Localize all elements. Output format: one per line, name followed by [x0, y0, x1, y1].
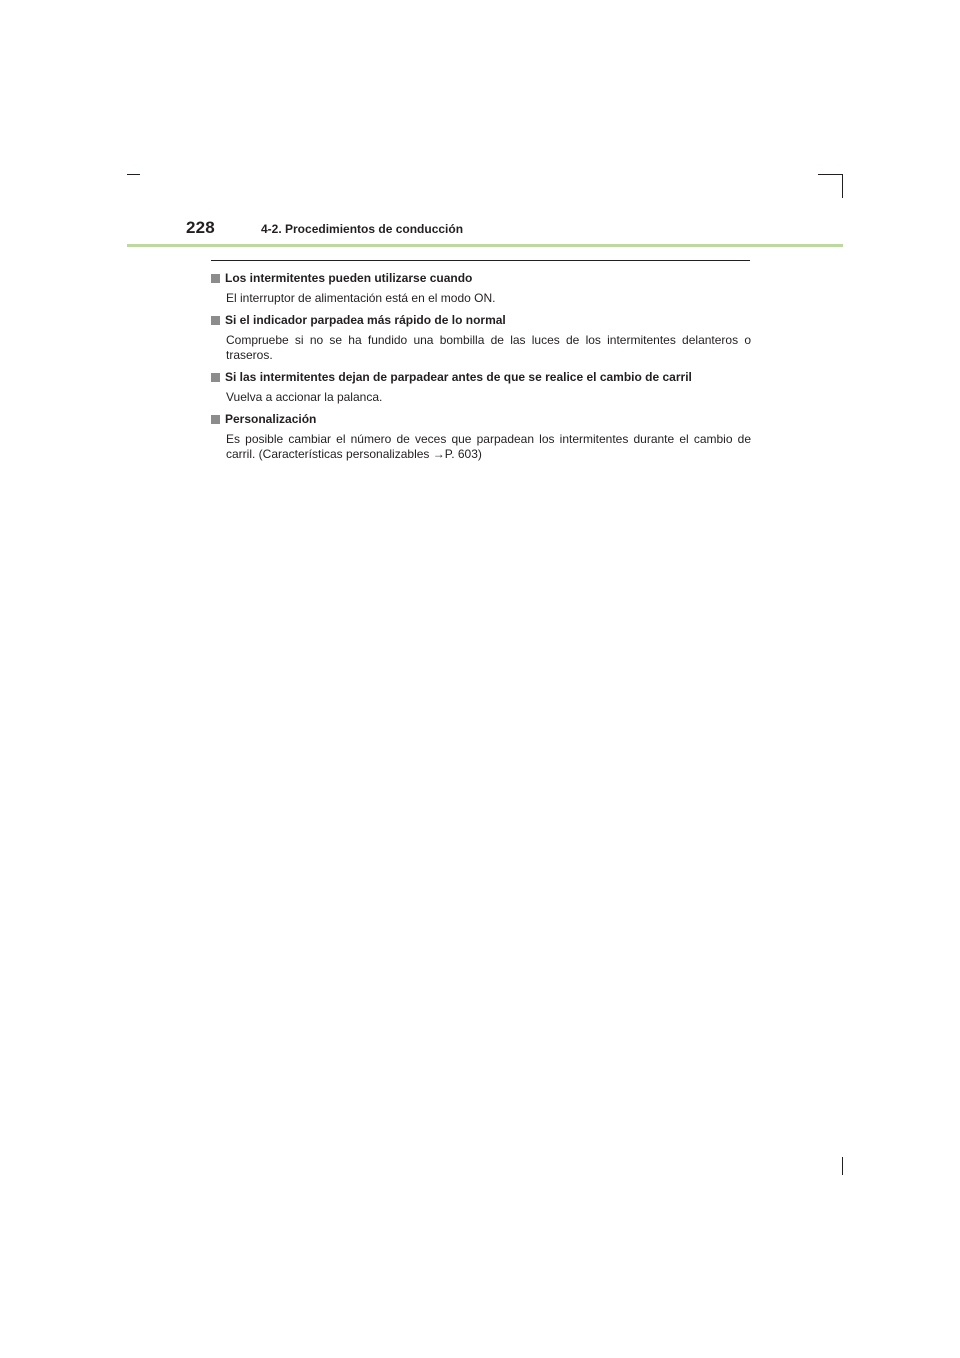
note-body [211, 432, 751, 462]
note-fast-blinking [211, 312, 751, 363]
notes-section [211, 270, 751, 468]
page-number: 228 [186, 218, 215, 237]
note-body: El interruptor de alimentación está en el modo ON. [226, 291, 496, 305]
square-bullet-icon [211, 316, 220, 325]
crop-mark-top-left [127, 174, 140, 175]
note-heading [211, 270, 751, 286]
square-bullet-icon [211, 274, 220, 283]
note-customization [211, 411, 751, 462]
note-body-text: Es posible cambiar el número de veces que parpadean los intermitentes durante el cambio de carril. (Características personalizables [226, 432, 751, 461]
note-heading-text: Los intermitentes pueden utilizarse cuando [225, 271, 473, 285]
note-body: Vuelva a accionar la palanca. [226, 390, 383, 404]
note-stop-blinking [211, 369, 751, 405]
crop-mark-top-right-vertical [842, 174, 843, 198]
right-arrow-icon: → [432, 447, 445, 461]
square-bullet-icon [211, 415, 220, 424]
section-title: 4-2. Procedimientos de conducción [261, 222, 464, 236]
note-heading-text: Personalización [225, 412, 317, 426]
crop-mark-top-right-horizontal [818, 174, 842, 175]
note-heading-text: Si el indicador parpadea más rápido de lo normal [225, 313, 506, 327]
content-divider [211, 260, 750, 261]
note-heading [211, 369, 751, 385]
page-reference-link[interactable]: P. 603) [444, 447, 482, 461]
note-body: Compruebe si no se ha fundido una bombilla de las luces de los intermitentes delanteros o traseros. [226, 333, 751, 362]
crop-mark-bottom-right [842, 1157, 843, 1175]
note-turn-signals-usable [211, 270, 751, 306]
header-rule [127, 244, 843, 247]
square-bullet-icon [211, 373, 220, 382]
note-heading [211, 312, 751, 328]
page-header [186, 218, 846, 244]
note-heading-text: Si las intermitentes dejan de parpadear antes de que se realice el cambio de carril [225, 370, 692, 384]
note-heading [211, 411, 751, 427]
